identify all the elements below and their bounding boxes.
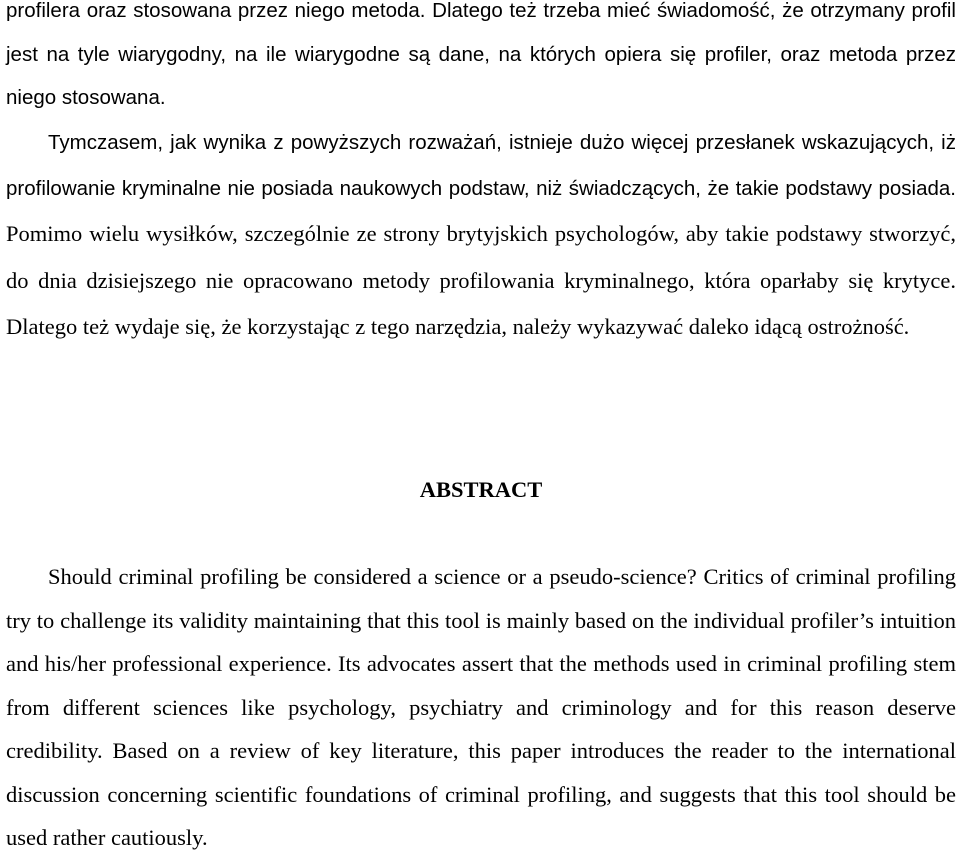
- paragraph-text-serif: Pomimo wielu wysiłków, szczególnie ze strony brytyjskich psychologów, aby takie podstawy stworzyć, do dnia dzisiejszego nie opracowano metody profilowania kryminalnego, która oparłaby się krytyce. Dlatego też wydaje się, że korzystając z tego narzędzia, należy wykazywać daleko idącą ostrożność.: [6, 221, 956, 339]
- polish-paragraph-continuation: [6, 0, 956, 120]
- abstract-text: Should criminal profiling be considered a science or a pseudo-science? Critics of criminal profiling try to challenge its validity maintaining that this tool is mainly based on the individual profiler’s intuition and his/her professional experience. Its advocates assert that the methods used in criminal profiling stem from different sciences like psychology, psychiatry and criminology and for this reason deserve credibility. Based on a review of key literature, this paper introduces the reader to the international discussion concerning scientific foundations of criminal profiling, and suggests that this tool should be used rather cautiously.: [6, 564, 956, 850]
- paragraph-text: profilera oraz stosowana przez niego metoda. Dlatego też trzeba mieć świadomość, że otrzymany profil jest na tyle wiarygodny, na ile wiarygodne są dane, na których opiera się profiler, oraz metoda przez niego stosowana.: [6, 0, 956, 109]
- abstract-paragraph: [6, 555, 956, 860]
- abstract-heading: ABSTRACT: [419, 477, 543, 502]
- polish-paragraph-conclusion: [6, 121, 956, 352]
- paragraph-text-sans: Tymczasem, jak wynika z powyższych rozważań, istnieje dużo więcej przesłanek wskazujących, iż profilowanie kryminalne nie posiada naukowych podstaw, niż świadczących, że takie podstawy posiada.: [6, 131, 956, 200]
